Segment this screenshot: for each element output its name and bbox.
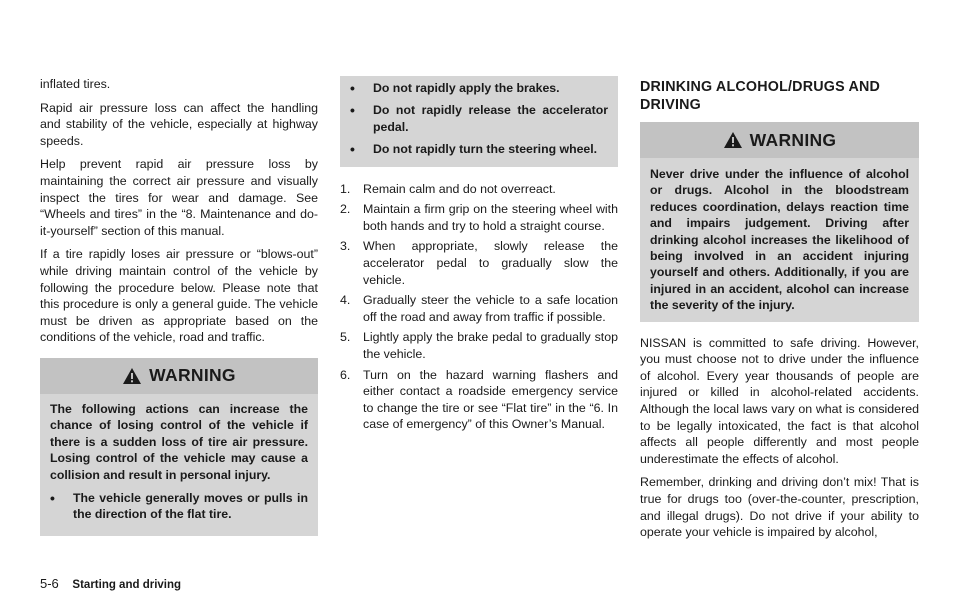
bullet-accelerator: • Do not rapidly release the accelerator pedal.	[350, 102, 608, 135]
paragraph-help-prevent: Help prevent rapid air pressure loss by maintaining the correct air pressure and visually inspect the tires for wear and damage. See “Wheels and tires” in the “8. Maintenance and do-it-yourself” section of this manual.	[40, 157, 318, 238]
step-item: 2. Maintain a firm grip on the steering wheel with both hands and try to hold a straight course.	[340, 202, 618, 233]
warning-body	[640, 158, 919, 322]
bullet-brakes: • Do not rapidly apply the brakes.	[350, 80, 608, 96]
bullet-steering: • Do not rapidly turn the steering wheel.	[350, 141, 608, 157]
warning-continued-box	[340, 76, 618, 167]
warning-bullet-list	[50, 490, 308, 523]
paragraph-nissan-committed: NISSAN is committed to safe driving. However, you must choose not to drive under the influence of alcohol. Every year thousands of people are injured or killed in alcohol-related accidents. Although the local laws vary on what is considered to be legally intoxicated, the fact is that alcohol affects all people differently and most people underestimate the effects of alcohol.	[640, 335, 919, 466]
warning-box-alcohol	[640, 122, 919, 322]
paragraph-rapid-loss: Rapid air pressure loss can affect the handling and stability of the vehicle, especially at highway speeds.	[40, 100, 318, 148]
warning-text: The following actions can increase the chance of losing control of the vehicle if there is a sudden loss of tire air pressure. Losing control of the vehicle may cause a collision and result in personal injury.	[50, 401, 308, 482]
warning-continued-bullets	[350, 80, 608, 158]
warning-triangle-icon	[723, 131, 743, 149]
warning-text: Never drive under the influence of alcohol or drugs. Alcohol in the bloodstream reduces coordination, delays reaction time and impairs judgement. Driving after drinking alcohol increases the likelihood of being involved in an accident injuring yourself and others. Additionally, if you are injured in an accident, alcohol can increase the severity of the injury.	[650, 167, 909, 313]
warning-header	[40, 358, 318, 394]
chapter-title: Starting and driving	[72, 579, 182, 591]
warning-body	[40, 394, 318, 536]
warning-title: WARNING	[749, 129, 837, 150]
page-footer	[40, 575, 181, 594]
column-left	[40, 76, 318, 536]
warning-title: WARNING	[149, 365, 236, 386]
section-heading: DRINKING ALCOHOL/DRUGS AND DRIVING	[640, 79, 881, 113]
column-middle	[340, 76, 618, 437]
warning-bullet: • The vehicle generally moves or pulls in the direction of the flat tire.	[50, 490, 308, 523]
paragraph-blowout: If a tire rapidly loses air pressure or “blows-out” while driving maintain control of the vehicle by following the procedure below. Please note that this procedure is only a general guide. The vehicle must be driven as appropriate based on the conditions of the vehicle, road and traffic.	[40, 247, 318, 345]
step-item: 3. When appropriate, slowly release the accelerator pedal to gradually slow the vehicle.	[340, 239, 618, 287]
paragraph-remember: Remember, drinking and driving don’t mix! That is true for drugs too (over-the-counter, prescription, and illegal drugs). Do not drive if your ability to operate your vehicle is impaired by alcohol,	[640, 475, 919, 540]
step-item: 5. Lightly apply the brake pedal to gradually stop the vehicle.	[340, 330, 618, 361]
step-item: 1. Remain calm and do not overreact.	[340, 181, 556, 196]
warning-header	[640, 122, 919, 158]
warning-triangle-icon	[122, 367, 142, 385]
page-number: 5-6	[40, 576, 59, 591]
step-item: 4. Gradually steer the vehicle to a safe location off the road and away from traffic if possible.	[340, 293, 618, 324]
step-item: 6. Turn on the hazard warning flashers and either contact a roadside emergency service to change the tire or see “Flat tire” in the “6. In case of emergency” of this Owner’s Manual.	[340, 367, 618, 432]
paragraph-inflated: inflated tires.	[40, 77, 111, 91]
warning-box-tire	[40, 358, 318, 536]
column-right	[640, 76, 919, 548]
procedure-steps	[340, 181, 618, 433]
